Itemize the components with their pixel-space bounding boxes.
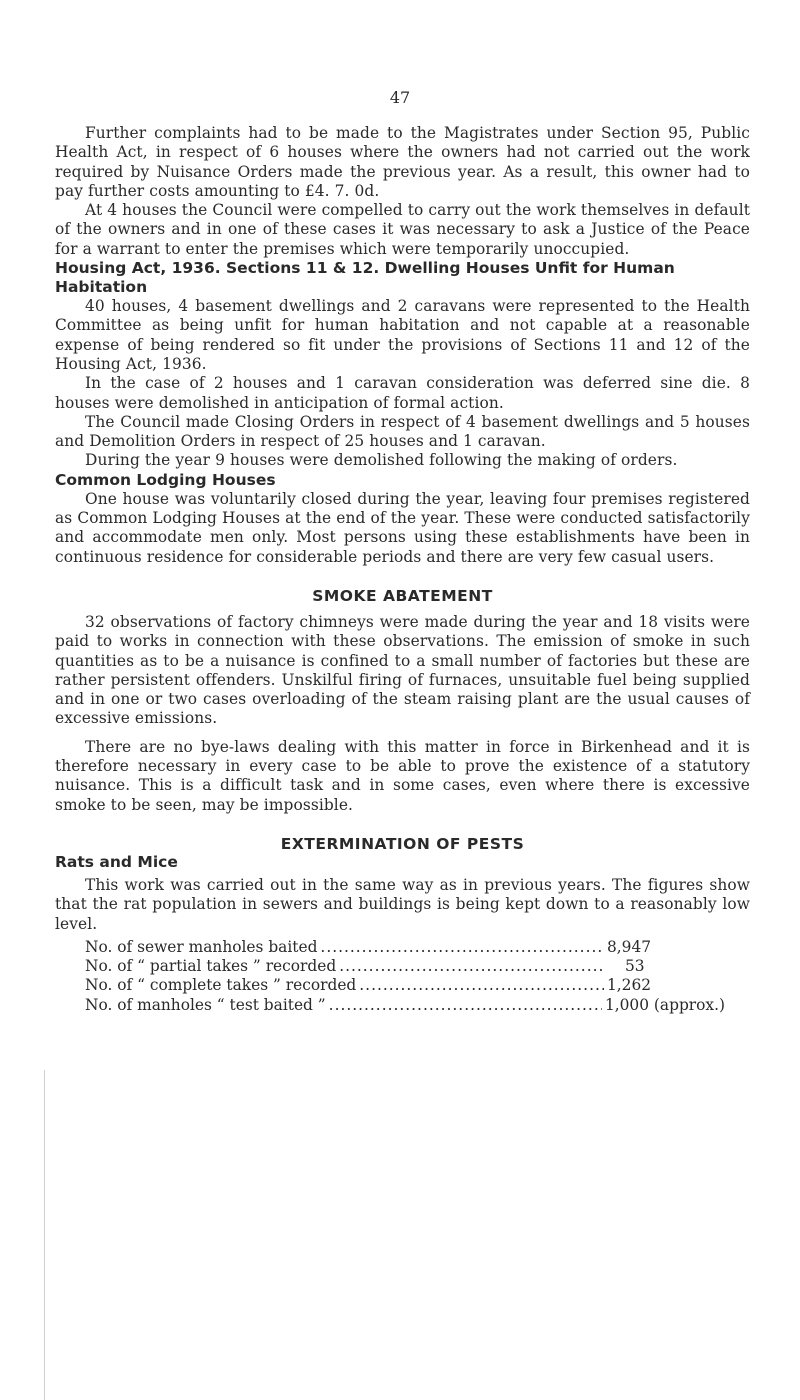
stat-row: [85, 996, 725, 1015]
smoke-abatement-heading: SMOKE ABATEMENT: [312, 586, 493, 605]
paragraph-rats-work: This work was carried out in the same way as in previous years. The figures show that the rat population in sewers and buildings is being kept down to a reasonably low level.: [55, 875, 750, 933]
stat-row: [85, 938, 725, 957]
paragraph-council-default-work: At 4 houses the Council were compelled to carry out the work themselves in default of the owners and in one of these cases it was necessary to ask a Justice of the Peace for a warrant to enter the premises which were temporarily unoccupied.: [55, 201, 750, 258]
leader-dots: [320, 938, 604, 957]
paragraph-houses-unfit: 40 houses, 4 basement dwellings and 2 caravans were represented to the Health Committee as being unfit for human habitation and not capable at a reasonable expense of being rendered so fit under the provisions of Sections 11 and 12 of the Housing Act, 1936.: [55, 297, 750, 373]
scan-margin-line: [44, 1070, 45, 1400]
document-page: [55, 0, 750, 1015]
stat-label: No. of “ partial takes ” recorded: [85, 957, 337, 976]
stat-label: No. of manholes “ test baited ”: [85, 995, 326, 1014]
stat-value: 1,262: [607, 976, 652, 995]
stat-value: 53: [625, 957, 645, 976]
paragraph-deferred-cases: In the case of 2 houses and 1 caravan consideration was deferred sine die. 8 houses were demolished in anticipation of formal action.: [55, 374, 750, 412]
leader-dots: [339, 957, 604, 976]
stat-row: [85, 957, 725, 976]
paragraph-closing-orders: The Council made Closing Orders in respect of 4 basement dwellings and 5 houses and Demolition Orders in respect of 25 houses and 1 caravan.: [55, 412, 750, 451]
leader-dots: [329, 996, 602, 1015]
paragraph-magistrates-complaints: Further complaints had to be made to the Magistrates under Section 95, Public Health Act, in respect of 6 houses where the owners had not carried out the work required by Nuisance Orders made the previous year. As a result, this owner had to pay further costs amounting to £4. 7. 0d.: [55, 124, 750, 200]
extermination-of-pests-heading: EXTERMINATION OF PESTS: [280, 834, 525, 853]
housing-act-heading: Housing Act, 1936. Sections 11 & 12. Dwelling Houses Unfit for Human Habitation: [55, 259, 675, 297]
page-number: 47: [389, 88, 411, 107]
rats-and-mice-heading: Rats and Mice: [55, 852, 178, 871]
stat-row: [85, 976, 725, 995]
stat-value: 8,947: [607, 937, 652, 956]
paragraph-lodging-houses: One house was voluntarily closed during the year, leaving four premises registered as Common Lodging Houses at the end of the year. These were conducted satisfactorily and accommodate men only. Most persons using these establishments have been in continuous residence for considerable periods and there are very few casual users.: [55, 489, 750, 566]
paragraph-demolished-houses: During the year 9 houses were demolished following the making of orders.: [85, 451, 678, 470]
stat-label: No. of sewer manholes baited: [85, 937, 318, 956]
stat-value: 1,000 (approx.): [604, 995, 725, 1014]
rat-statistics-list: [85, 938, 725, 1015]
lodging-houses-heading: Common Lodging Houses: [55, 470, 276, 489]
paragraph-bye-laws: There are no bye-laws dealing with this matter in force in Birkenhead and it is therefore necessary in every case to be able to prove the existence of a statutory nuisance. This is a difficult task and in some cases, even where there is excessive smoke to be seen, may be impossible.: [55, 737, 750, 814]
leader-dots: [359, 976, 604, 995]
stat-label: No. of “ complete takes ” recorded: [85, 976, 357, 995]
paragraph-smoke-observations: 32 observations of factory chimneys were made during the year and 18 visits were paid to works in connection with these observations. The emission of smoke in such quantities as to be a nuisance is confined to a small number of factories but these are rather persistent offenders. Unskilful firing of furnaces, unsuitable fuel being supplied and in one or two cases overloading of the steam raising plant are the usual causes of excessive emissions.: [55, 612, 750, 728]
